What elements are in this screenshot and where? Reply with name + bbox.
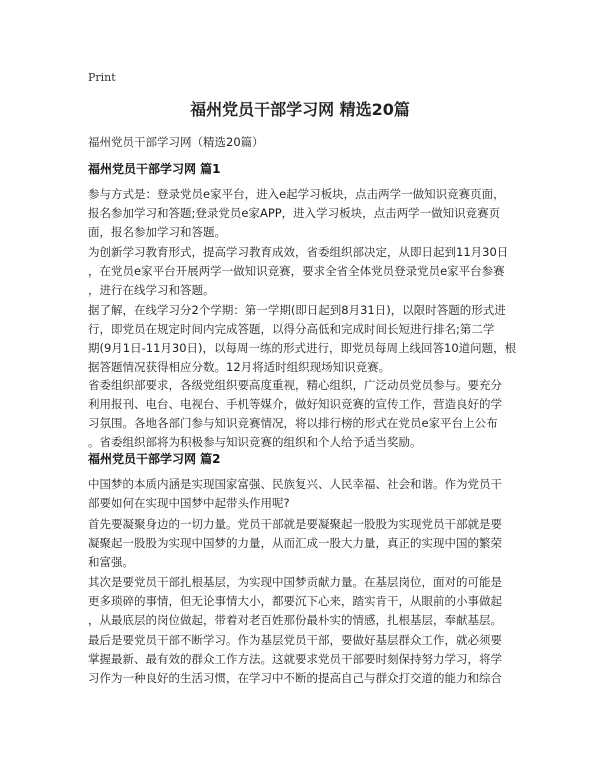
paragraph <box>88 243 518 300</box>
paragraph <box>88 376 518 452</box>
paragraph-line: 最后是要党员干部不断学习。作为基层党员干部，要做好基层群众工作，就必须要 <box>88 633 502 647</box>
paragraph-line: 其次是要党员干部扎根基层，为实现中国梦贡献力量。在基层岗位，面对的可能是 <box>88 575 502 589</box>
paragraph-line: 利用报刊、电台、电视台、手机等媒介，做好知识竞赛的宣传工作，营造良好的学 <box>88 397 502 411</box>
paragraph <box>88 475 518 513</box>
paragraph-line: 面，报名参加学习和答题。 <box>88 225 226 239</box>
section-heading-1: 福州党员干部学习网 篇1 <box>88 162 221 176</box>
paragraph-line: 部要如何在实现中国梦中起带头作用呢? <box>88 496 290 510</box>
print-label: Print <box>88 71 116 84</box>
paragraph-line: 行，即党员在规定时间内完成答题，以得分高低和完成时间长短进行排名;第二学 <box>88 322 495 336</box>
paragraph-line: 据了解，在线学习分2个学期：第一学期(即日起到8月31日)，以限时答题的形式进 <box>88 303 506 317</box>
paragraph <box>88 301 518 377</box>
paragraph-line: 据答题情况获得相应分数。12月将适时组织现场知识竞赛。 <box>88 360 391 374</box>
paragraph-line: 习氛围。各地各部门参与知识竞赛情况，将以排行榜的形式在党员e家平台上公布 <box>88 416 498 430</box>
paragraph-line: ，进行在线学习和答题。 <box>88 283 215 297</box>
page-title: 福州党员干部学习网 精选20篇 <box>190 100 410 119</box>
paragraph <box>88 185 518 242</box>
paragraph-line: 。省委组织部将为积极参与知识竞赛的组织和个人给予适当奖励。 <box>88 435 422 449</box>
paragraph-line: 为创新学习教育形式，提高学习教育成效，省委组织部决定，从即日起到11月30日 <box>88 245 509 259</box>
paragraph-line: 报名参加学习和答题;登录党员e家APP，进入学习板块，点击两学一做知识竞赛页 <box>88 206 501 220</box>
paragraph <box>88 515 518 572</box>
section-heading-2: 福州党员干部学习网 篇2 <box>88 452 221 466</box>
paragraph-line: 和富强。 <box>88 555 134 569</box>
paragraph-line: 中国梦的本质内涵是实现国家富强、民族复兴、人民幸福、社会和谐。作为党员干 <box>88 477 502 491</box>
paragraph-line: 首先要凝聚身边的一切力量。党员干部就是要凝聚起一股股为实现党员干部就是要 <box>88 517 502 531</box>
paragraph <box>88 631 518 688</box>
paragraph-line: 更多琐碎的事情，但无论事情大小，都要沉下心来，踏实肯干，从眼前的小事做起 <box>88 594 502 608</box>
document-subtitle: 福州党员干部学习网（精选20篇） <box>88 135 264 149</box>
paragraph-line: ，在党员e家平台开展两学一做知识竞赛，要求全省全体党员登录党员e家平台参赛 <box>88 264 505 278</box>
paragraph-line: 省委组织部要求，各级党组织要高度重视，精心组织，广泛动员党员参与。要充分 <box>88 378 502 392</box>
paragraph-line: 期(9月1日-11月30日)，以每周一练的形式进行，即党员每周上线回答10道问题，根 <box>88 341 517 355</box>
paragraph-line: 掌握最新、最有效的群众工作方法。这就要求党员干部要时刻保持努力学习，将学 <box>88 652 502 666</box>
paragraph-line: 习作为一种良好的生活习惯，在学习中不断的提高自己与群众打交道的能力和综合 <box>88 671 502 685</box>
paragraph-line: 凝聚起一股股为实现中国梦的力量，从而汇成一股大力量，真正的实现中国的繁荣 <box>88 536 502 550</box>
paragraph-line: 参与方式是：登录党员e家平台，进入e起学习板块，点击两学一做知识竞赛页面， <box>88 187 505 201</box>
paragraph <box>88 573 518 630</box>
paragraph-line: ，从最底层的岗位做起，带着对老百姓那份最朴实的情感，扎根基层，奉献基层。 <box>88 613 502 627</box>
